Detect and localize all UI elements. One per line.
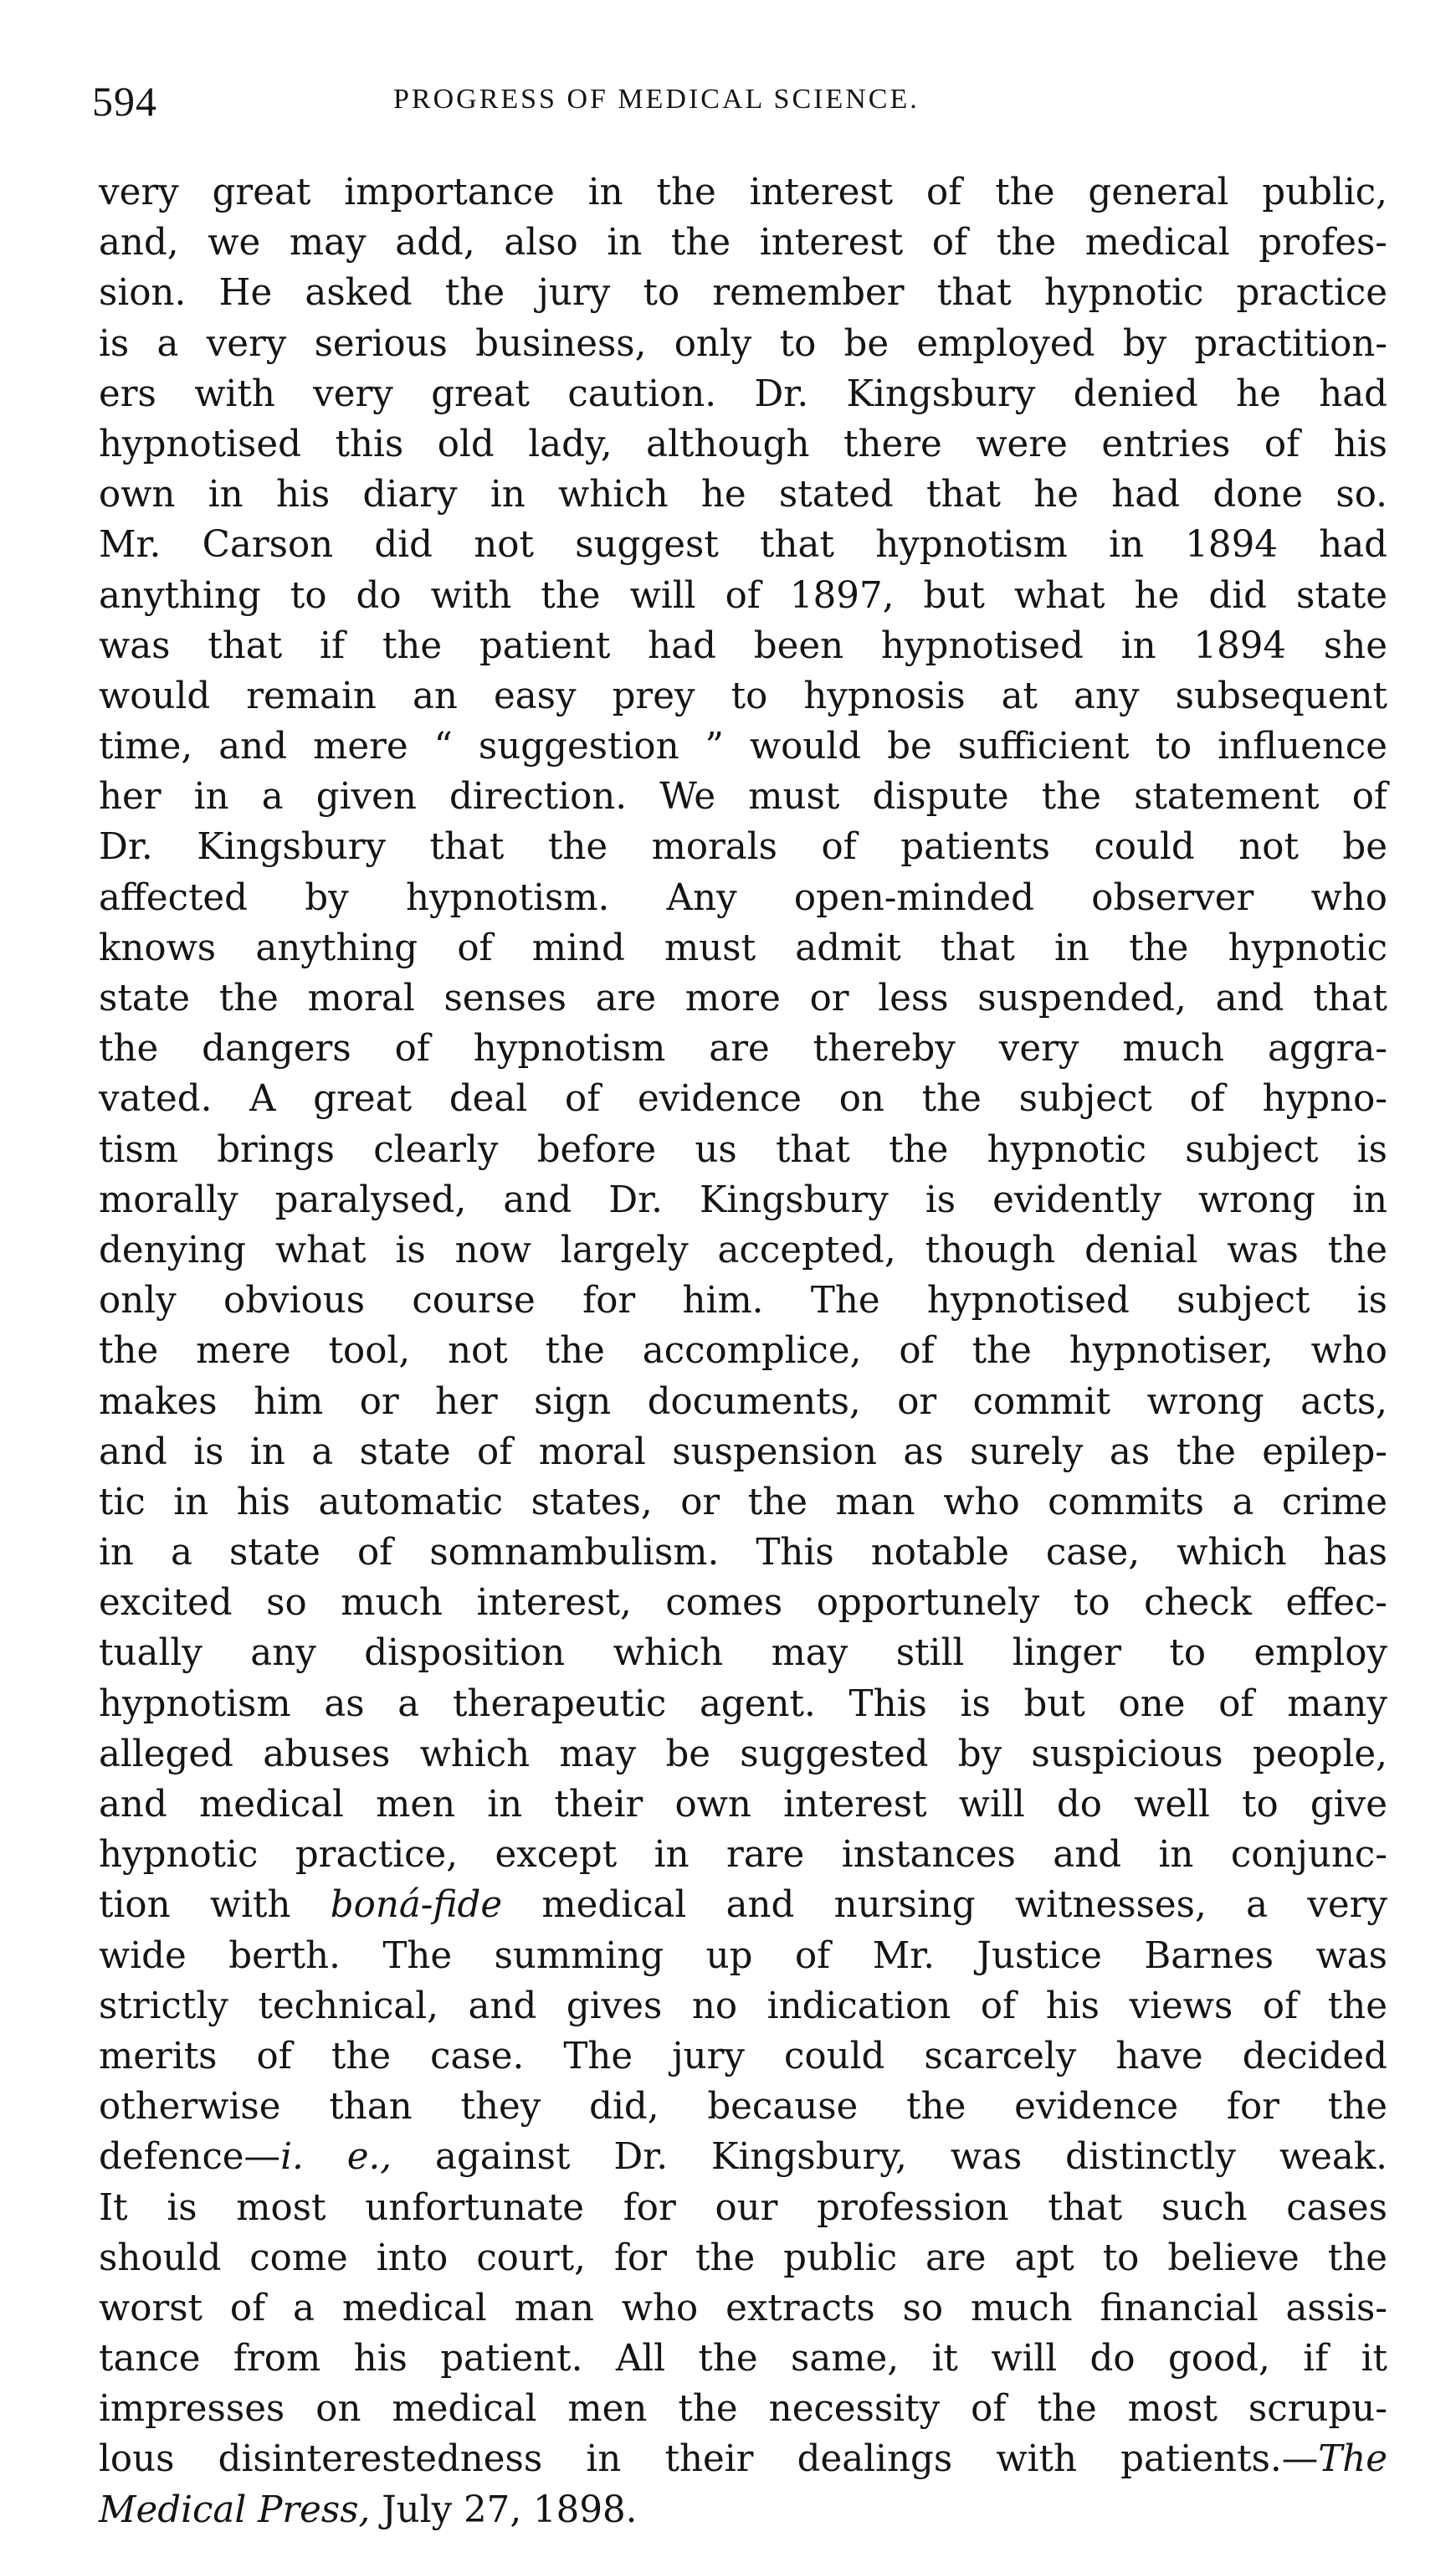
- running-head: PROGRESS OF MEDICAL SCIENCE.: [393, 84, 920, 115]
- text-line: time, and mere “ suggestion ” would be sufficient to influence: [99, 726, 1387, 768]
- text-line: tance from his patient. All the same, it will do good, if it: [99, 2338, 1387, 2380]
- text-line: vated. A great deal of evidence on the subject of hypno-: [99, 1078, 1387, 1121]
- italic-text: boná-fide: [330, 1884, 503, 1927]
- text-line: only obvious course for him. The hypnotised subject is: [99, 1280, 1387, 1322]
- text-segment: lous disinterestedness in their dealings with patients.—: [99, 2438, 1319, 2481]
- text-line: [99, 2485, 1387, 2535]
- text-line: [99, 2434, 1387, 2484]
- body-paragraph: [99, 167, 1387, 2535]
- text-line: hypnotism as a therapeutic agent. This is but one of many: [99, 1682, 1387, 1725]
- text-segment: against Dr. Kingsbury, was distinctly weak.: [392, 2136, 1387, 2179]
- text-line: makes him or her sign documents, or commit wrong acts,: [99, 1380, 1387, 1423]
- text-line: hypnotic practice, except in rare instances and in conjunc-: [99, 1834, 1387, 1877]
- text-line: sion. He asked the jury to remember that hypnotic practice: [99, 272, 1387, 315]
- text-line: Mr. Carson did not suggest that hypnotism in 1894 had: [99, 524, 1387, 567]
- text-line: impresses on medical men the necessity of the most scrupu-: [99, 2388, 1387, 2431]
- text-line: the dangers of hypnotism are thereby very much aggra-: [99, 1028, 1387, 1071]
- text-line: morally paralysed, and Dr. Kingsbury is evidently wrong in: [99, 1179, 1387, 1221]
- text-line: own in his diary in which he stated that he had done so.: [99, 474, 1387, 516]
- text-line: merits of the case. The jury could scarcely have decided: [99, 2035, 1387, 2077]
- text-line: tually any disposition which may still linger to employ: [99, 1632, 1387, 1675]
- text-line: should come into court, for the public are apt to believe the: [99, 2237, 1387, 2279]
- text-line: would remain an easy prey to hypnosis at any subsequent: [99, 675, 1387, 717]
- text-line: her in a given direction. We must dispute the statement of: [99, 776, 1387, 819]
- text-line: wide berth. The summing up of Mr. Justice Barnes was: [99, 1934, 1387, 1977]
- text-line: was that if the patient had been hypnotised in 1894 she: [99, 624, 1387, 667]
- text-line: Dr. Kingsbury that the morals of patients could not be: [99, 826, 1387, 869]
- italic-text: Medical Press,: [99, 2488, 371, 2531]
- text-line: strictly technical, and gives no indication of his views of the: [99, 1985, 1387, 2027]
- text-line: state the moral senses are more or less suspended, and that: [99, 978, 1387, 1019]
- text-segment: tion with: [99, 1884, 331, 1927]
- text-line: denying what is now largely accepted, though denial was the: [99, 1229, 1387, 1271]
- text-line: ers with very great caution. Dr. Kingsbury denied he had: [99, 372, 1387, 415]
- text-line: alleged abuses which may be suggested by suspicious people,: [99, 1733, 1387, 1775]
- text-segment: medical and nursing witnesses, a very: [502, 1884, 1387, 1927]
- text-line: and, we may add, also in the interest of the medical profes-: [99, 222, 1387, 264]
- page-number: 594: [92, 78, 157, 125]
- italic-text: The: [1318, 2438, 1387, 2481]
- text-line: the mere tool, not the accomplice, of the hypnotiser, who: [99, 1330, 1387, 1373]
- text-line: in a state of somnambulism. This notable case, which has: [99, 1532, 1387, 1574]
- text-line: otherwise than they did, because the evidence for the: [99, 2086, 1387, 2129]
- text-line: and is in a state of moral suspension as surely as the epilep-: [99, 1430, 1387, 1473]
- page-header: [92, 77, 1397, 127]
- text-line: very great importance in the interest of the general public,: [99, 172, 1387, 213]
- italic-text: i. e.,: [280, 2136, 392, 2179]
- text-line: is a very serious business, only to be employed by practition-: [99, 322, 1387, 365]
- text-line: worst of a medical man who extracts so much financial assis-: [99, 2287, 1387, 2329]
- text-line: affected by hypnotism. Any open-minded observer who: [99, 876, 1387, 919]
- text-line: hypnotised this old lady, although there were entries of his: [99, 423, 1387, 465]
- text-line: [99, 2132, 1387, 2182]
- text-line: excited so much interest, comes opportunely to check effec-: [99, 1582, 1387, 1625]
- text-line: tism brings clearly before us that the hypnotic subject is: [99, 1128, 1387, 1171]
- text-line: anything to do with the will of 1897, but what he did state: [99, 574, 1387, 617]
- text-line: and medical men in their own interest will do well to give: [99, 1784, 1387, 1826]
- text-line: It is most unfortunate for our profession that such cases: [99, 2186, 1387, 2229]
- text-line: [99, 1880, 1387, 1930]
- text-line: knows anything of mind must admit that in the hypnotic: [99, 927, 1387, 969]
- text-line: tic in his automatic states, or the man who commits a crime: [99, 1481, 1387, 1523]
- text-segment: defence—: [99, 2136, 281, 2179]
- text-segment: July 27, 1898.: [370, 2488, 638, 2531]
